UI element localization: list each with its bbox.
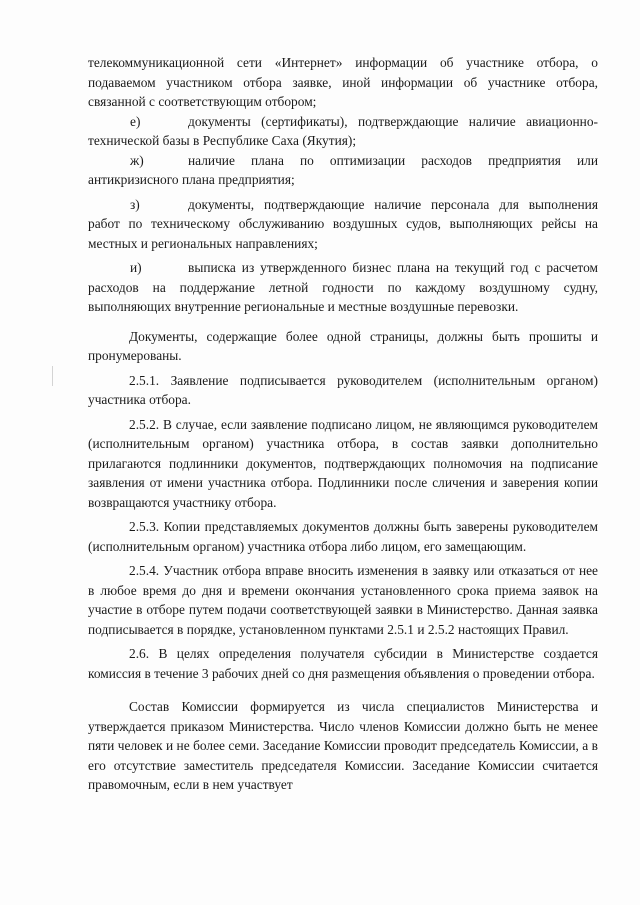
list-item-text: документы (сертификаты), подтверждающие наличие авиационно-технической базы в Республике Саха (Якутия); <box>88 113 598 148</box>
paragraph-2-5-2: 2.5.2. В случае, если заявление подписано лицом, не являющимся руководителем (исполнительным органом) участника отбора, в состав заявки дополнительно прилагаются подлинники документов, подтверждающих полномочия на подписание заявления от имени участника отбора. Подлинники после сличения и заверения копии возвращаются участнику отбора. <box>88 416 598 510</box>
margin-mark <box>52 366 53 386</box>
list-marker: е) <box>130 113 141 129</box>
paragraph-2-5-4: 2.5.4. Участник отбора вправе вносить изменения в заявку или отказаться от нее в любое время до дня и времени окончания установленного срока приема заявок на участие в отборе путем подачи соответствующей заявки в Министерство. Данная заявка подписывается в порядке, установленном пунктами 2.5.1 и 2.5.2 настоящих Правил. <box>88 563 598 637</box>
list-item-i <box>88 258 598 317</box>
list-item-text: наличие плана по оптимизации расходов предприятия или антикризисного плана предприятия; <box>88 152 598 187</box>
list-item-text: документы, подтверждающие наличие персонала для выполнения работ по техническому обслуживанию воздушных судов, выполняющих рейсы на местных и региональных направлениях; <box>88 196 598 251</box>
page-body <box>88 53 598 795</box>
list-item-zh <box>88 151 598 190</box>
list-item-text: выписка из утвержденного бизнес плана на текущий год с расчетом расходов на поддержание летной годности по каждому воздушному судну, выполняющих внутренние региональные и местные воздушные перевозки. <box>88 260 598 314</box>
list-marker: з) <box>130 196 140 212</box>
paragraph-2-6: 2.6. В целях определения получателя субсидии в Министерстве создается комиссия в течение 3 рабочих дней со дня размещения объявления о проведении отбора. <box>88 646 598 681</box>
paragraph-2-5-3: 2.5.3. Копии представляемых документов должны быть заверены руководителем (исполнительным органом) участника отбора либо лицом, его замещающим. <box>88 519 598 554</box>
list-item-z <box>88 195 598 254</box>
paragraph-continuation: телекоммуникационной сети «Интернет» информации об участнике отбора, о подаваемом участником отбора заявке, иной информации об участнике отбора, связанной с соответствующим отбором; <box>88 55 598 109</box>
list-marker: ж) <box>130 152 144 168</box>
list-item-e <box>88 112 598 151</box>
paragraph-commission: Состав Комиссии формируется из числа специалистов Министерства и утверждается приказом Министерства. Число членов Комиссии должно быть не менее пяти человек и не более семи. Заседание Комиссии проводит председатель Комиссии, а в его отсутствие заместитель председателя Комиссии. Заседание Комиссии считается правомочным, если в нем участвует <box>88 699 598 792</box>
paragraph-documents-note: Документы, содержащие более одной страницы, должны быть прошиты и пронумерованы. <box>88 328 598 363</box>
list-marker: и) <box>130 260 142 275</box>
paragraph-2-5-1: 2.5.1. Заявление подписывается руководителем (исполнительным органом) участника отбора. <box>88 372 598 407</box>
